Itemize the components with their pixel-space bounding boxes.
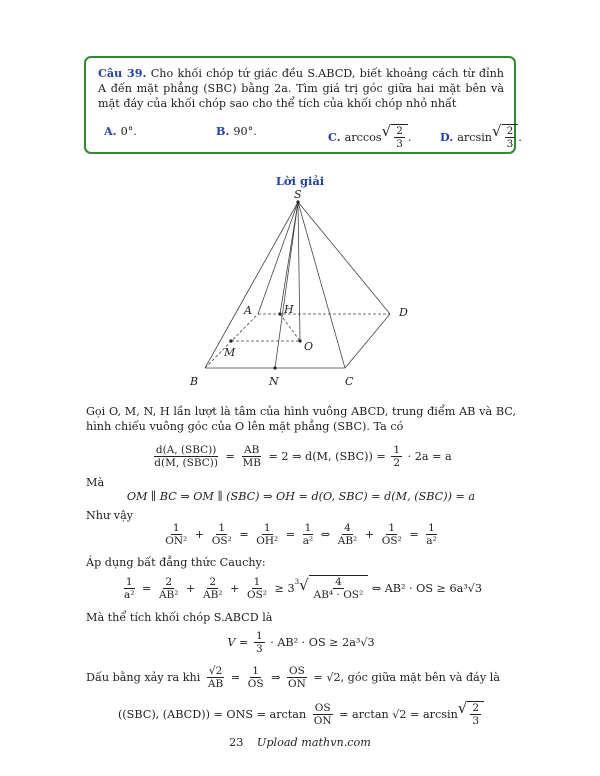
label-n: N [269, 375, 279, 388]
page-number: 23 [229, 736, 244, 749]
choice-d-text: arcsin [457, 130, 493, 144]
equation-3: $\frac{1}{\text{ON²}}$ + $\frac{1}{\text{OS²}}$ = $\frac{1}{\text{OH²}}$ = $\frac{1}{\text{a²}}$ ⇔ $\frac{4}{\text{AB²}}$ + $\frac{1}{\text{OS²}}$ = $\frac{1}{\text{a²}}$ [165, 521, 437, 547]
choice-a[interactable] [104, 124, 137, 139]
text-cauchy: Áp dụng bất đẳng thức Cauchy: [86, 556, 266, 569]
choice-b-text: 90°. [233, 125, 257, 138]
edge-sd [298, 202, 390, 314]
equation-5: V = $\frac{1}{3}$ · AB² · OS ≥ 2a³√3 [227, 629, 375, 655]
choice-c-label: C. [328, 129, 341, 144]
label-h: H [284, 303, 294, 316]
equation-4: $\frac{1}{\text{a²}}$ = $\frac{2}{\text{AB²}}$ + $\frac{2}{\text{AB²}}$ + $\frac{1}{\text{OS²}}$ ≥ 3 $^3$√ $\frac{4}{\text{AB⁴ · OS²}}$ ⇔ AB² · OS ≥ 6a³√3 [123, 575, 483, 601]
choices-row [104, 122, 522, 150]
segment-ho [280, 314, 300, 341]
choice-c[interactable]: C. arccos √ $\frac{2}{3}$ . [328, 122, 412, 150]
choice-b[interactable] [216, 124, 257, 139]
text-ma: Mà [86, 476, 105, 489]
solution-title: Lời giải [275, 174, 325, 188]
pyramid-figure [180, 190, 420, 390]
edge-sb [205, 202, 298, 368]
edge-sa [258, 202, 298, 314]
label-m: M [224, 346, 236, 359]
label-s: S [294, 190, 302, 201]
equation-1: $\frac{\text{d(A, (SBC))}}{\text{d(M, (SBC))}}$ = $\frac{AB}{MB}$ = 2 ⇒ d(M, (SBC)) = $\frac{1}{2}$ · 2a = a [154, 443, 452, 469]
choice-d-label: D. [440, 129, 454, 144]
label-d: D [399, 306, 408, 319]
choice-c-sqrt: √ $\frac{2}{3}$ [382, 124, 408, 150]
label-a: A [244, 304, 252, 317]
choice-d-sqrt: √ $\frac{2}{3}$ [492, 124, 518, 150]
equation-6: Dấu bằng xảy ra khi $\frac{√2}{AB}$ = $\frac{1}{OS}$ ⇒ $\frac{OS}{ON}$ = √2, góc giữa mặt bên và đáy là [86, 664, 500, 690]
footer-source[interactable]: Upload mathvn.com [256, 736, 371, 749]
text-nhu-vay: Như vậy [86, 509, 134, 522]
equation-7: ((SBC), (ABCD)) = ONS = arctan $\frac{OS}{ON}$ = arctan √2 = arcsin √ $\frac{2}{3}$ [86, 698, 516, 730]
question-box [84, 56, 522, 154]
choice-b-label: B. [216, 124, 230, 138]
equation-2: OM ∥ BC ⇒ OM ∥ (SBC) ⇒ OH = d(O, SBC) = d(M, (SBC)) = a [126, 489, 476, 503]
segment-so [298, 202, 300, 341]
choice-d[interactable]: D. arcsin √ $\frac{2}{3}$ . [440, 122, 522, 150]
paragraph-intro: Gọi O, M, N, H lần lượt là tâm của hình vuông ABCD, trung điểm AB và BC, hình chiếu vuông góc của O lên mặt phẳng (SBC). Ta có [86, 405, 516, 433]
label-o: O [304, 340, 314, 353]
segment-sn [275, 202, 298, 368]
edge-cd [345, 314, 390, 368]
choice-a-text: 0°. [120, 125, 137, 138]
choice-a-label: A. [104, 124, 117, 138]
text-the-tich: Mà thể tích khối chóp S.ABCD là [86, 611, 273, 624]
question-label: Câu 39. [98, 66, 147, 80]
question-text [98, 66, 504, 111]
page-footer [0, 736, 600, 749]
question-body: Cho khối chóp tứ giác đều S.ABCD, biết khoảng cách từ đỉnh A đến mặt phẳng (SBC) bằng 2a. Tìm giá trị góc giữa hai mặt bên và mặt đáy của khối chóp sao cho thể tích của khối chóp nhỏ nhất [98, 67, 504, 110]
choice-c-text: arccos [344, 130, 382, 144]
label-c: C [345, 375, 354, 388]
label-b: B [190, 375, 199, 388]
